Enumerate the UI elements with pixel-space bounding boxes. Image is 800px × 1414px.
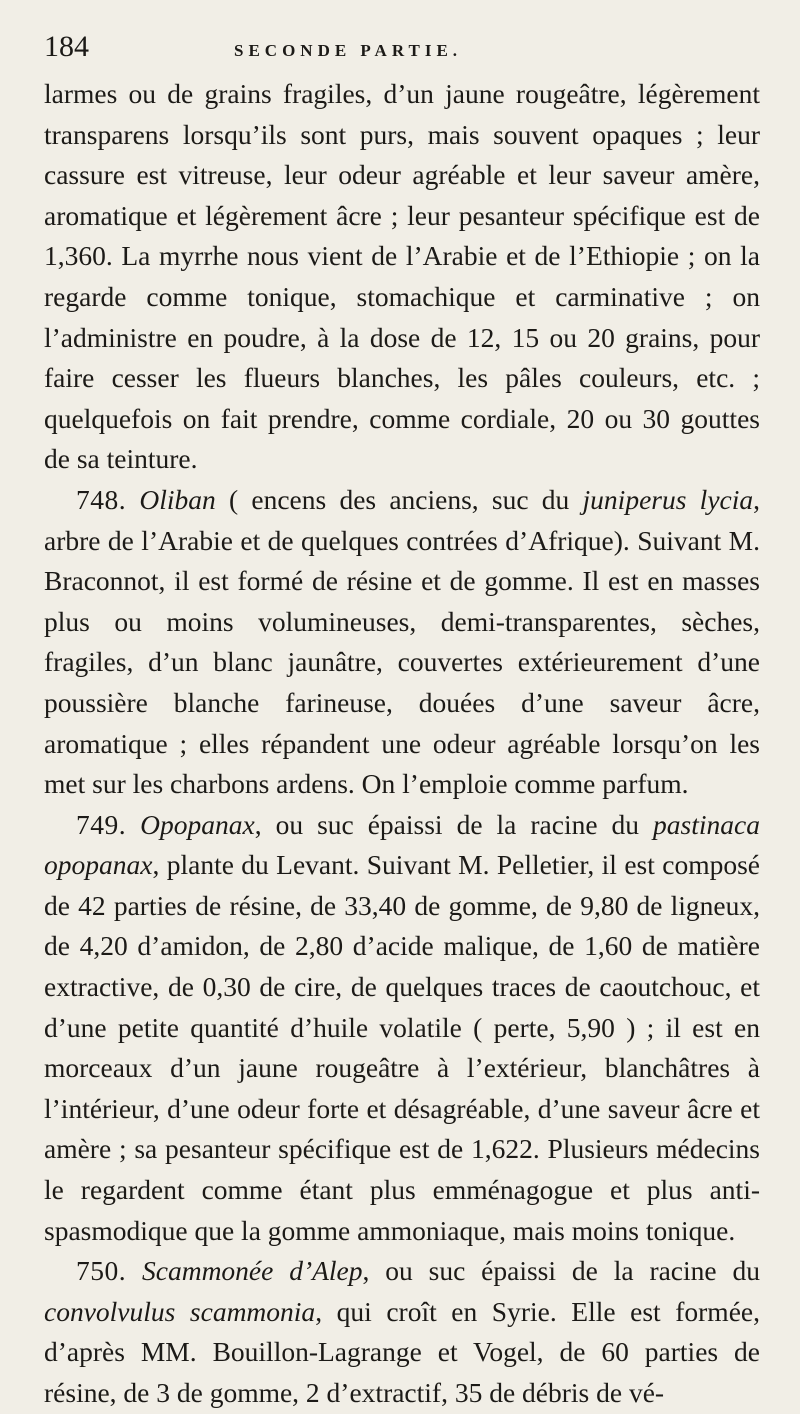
paragraph-text: ( encens des anciens, suc du xyxy=(215,483,583,515)
species-name: pastinaca opopanax xyxy=(44,808,760,881)
paragraph-number: 750. xyxy=(76,1255,127,1287)
entry-term: Opopanax xyxy=(140,808,255,840)
running-head xyxy=(44,30,760,74)
paragraph-number: 749. xyxy=(76,808,127,840)
paragraph-text: , ou suc épaissi de la racine du xyxy=(254,808,654,840)
paragraph-750-scammonee xyxy=(44,1251,760,1413)
species-name: convolvulus scammonia xyxy=(44,1295,316,1327)
page-number: 184 xyxy=(44,30,89,63)
running-title: SECONDE PARTIE. xyxy=(234,41,463,60)
body-text xyxy=(44,74,760,1414)
paragraph-text: , ou suc épaissi de la racine du xyxy=(362,1255,760,1287)
paragraph-748-oliban xyxy=(44,480,760,805)
species-name: juniperus lycia xyxy=(582,483,754,515)
paragraph-text: , arbre de l’Arabie et de quelques contrées d’Afrique). Suivant M. Braconnot, il est formé de résine et de gomme. Il est en masses plus ou moins volumineuses, demi-transparentes, sèches, fragiles, d’un blanc jaunâtre, couvertes extérieurement d’une poussière blanche farineuse, douées d’une saveur âcre, aromatique ; elles répandent une odeur agréable lorsqu’on les met sur les charbons ardens. On l’emploie comme parfum. xyxy=(44,483,760,800)
entry-term: Scammonée d’Alep xyxy=(142,1255,363,1287)
paragraph-text: larmes ou de grains fragiles, d’un jaune rougeâtre, légèrement transparens lorsqu’ils sont purs, mais souvent opaques ; leur cassure est vitreuse, leur odeur agréable et leur saveur amère, aromatique et légèrement âcre ; leur pesanteur spécifique est de 1,360. La myrrhe nous vient de l’Arabie et de l’Ethiopie ; on la regarde comme tonique, stomachique et carminative ; on l’administre en poudre, à la dose de 12, 15 ou 20 grains, pour faire cesser les flueurs blanches, les pâles couleurs, etc. ; quelquefois on fait prendre, comme cordiale, 20 ou 30 gouttes de sa teinture. xyxy=(44,78,760,475)
paragraph-myrrhe-continued xyxy=(44,74,760,480)
paragraph-749-opopanax xyxy=(44,805,760,1252)
paragraph-text: , plante du Levant. Suivant M. Pelletier, il est composé de 42 parties de résine, de 33,40 de gomme, de 9,80 de ligneux, de 4,20 d’amidon, de 2,80 d’acide malique, de 1,60 de matière extractive, de 0,30 de cire, de quelques traces de caoutchouc, et d’une petite quantité d’huile volatile ( perte, 5,90 ) ; il est en morceaux d’un jaune rougeâtre à l’extérieur, blanchâtres à l’intérieur, d’une odeur forte et désagréable, d’une saveur âcre et amère ; sa pesanteur spécifique est de 1,622. Plusieurs médecins le regardent comme étant plus emménagogue et plus anti-spasmodique que la gomme ammoniaque, mais moins tonique. xyxy=(44,849,760,1246)
entry-term: Oliban xyxy=(139,483,216,515)
paragraph-text: , qui croît en Syrie. Elle est formée, d’après MM. Bouillon-Lagrange et Vogel, de 60 parties de résine, de 3 de gomme, 2 d’extractif, 35 de débris de vé- xyxy=(44,1295,760,1408)
paragraph-number: 748. xyxy=(76,483,127,515)
